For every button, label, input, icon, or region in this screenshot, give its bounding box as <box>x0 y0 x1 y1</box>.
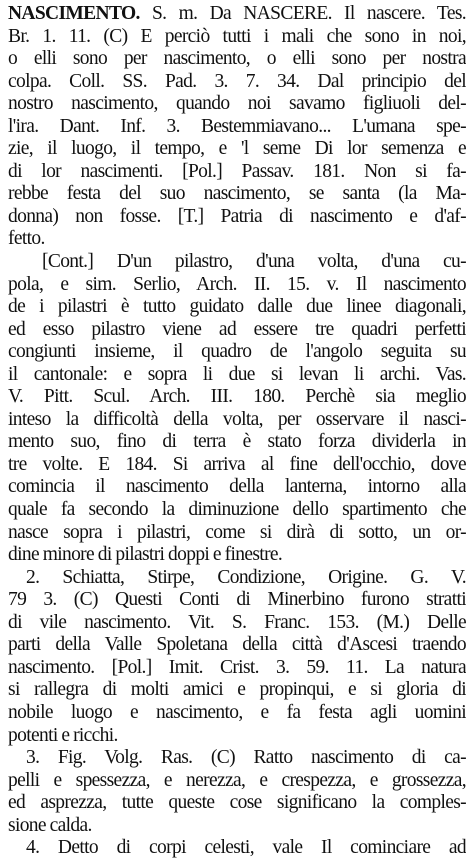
text-line: parti della Valle Spoletana della città d'Ascesi traendo <box>8 634 466 656</box>
text-line: nascimento. [Pol.] Imit. Crist. 3. 59. 11. La natura <box>8 656 466 678</box>
text-line: si rallegra di molti amici e propinqui, e si gloria di <box>8 679 466 701</box>
headword: NASCIMENTO. <box>8 3 140 24</box>
text-line: [Cont.] D'un pilastro, d'una volta, d'una cu- <box>42 251 466 273</box>
text-line: zie, il luogo, il tempo, e 'l seme Di lor semenza e <box>8 138 466 160</box>
dictionary-entry <box>8 3 466 860</box>
text-line: fetto. <box>8 228 45 250</box>
text-line: l'ira. Dant. Inf. 3. Bestemmiavano... L'umana spe- <box>8 115 466 137</box>
paragraph-cont <box>8 251 466 567</box>
text-line: quale fa secondo la diminuzione dello spartimento che <box>8 499 466 521</box>
text-line: colpa. Coll. SS. Pad. 3. 7. 34. Dal principio del <box>8 70 466 92</box>
text-line: pelli e spessezza, e nerezza, e crespezza, e grossezza, <box>8 769 466 791</box>
text-line: comincia il nascimento della lanterna, intorno alla <box>8 476 466 498</box>
text-line: 79 3. (C) Questi Conti di Minerbino furono stratti <box>8 589 466 611</box>
text-line: mento suo, fino di terra è stato forza dividerla in <box>8 431 466 453</box>
text-line: nasce sopra i pilastri, come si dirà di sotto, un or- <box>8 521 466 543</box>
text-line: de i pilastri è tutto guidato dalle due linee diagonali, <box>8 296 466 318</box>
text-line: potenti e ricchi. <box>8 724 118 746</box>
text-line: ed esso pilastro viene ad essere tre quadri perfetti <box>8 318 466 340</box>
headword-definition: S. m. Da NASCERE. Il nascere. Tes. <box>151 3 466 24</box>
text-line: sione calda. <box>8 814 92 836</box>
text-line: 3. Fig. Volg. Ras. (C) Ratto nascimento di ca- <box>26 747 466 769</box>
paragraph-sense-4 <box>8 837 466 860</box>
text-line: nobile luogo e nascimento, e fa festa agli uomini <box>8 701 466 723</box>
text-line: pola, e sim. Serlio, Arch. II. 15. v. Il nascimento <box>8 273 466 295</box>
text-line: Br. 1. 11. (C) E perciò tutti i mali che sono in noi, <box>8 25 466 47</box>
text-line: V. Pitt. Scul. Arch. III. 180. Perchè sia meglio <box>8 386 466 408</box>
paragraph-main <box>8 3 466 251</box>
text-line: rebbe festa del suo nascimento, se santa (la Ma- <box>8 183 466 205</box>
text-line: di vile nascimento. Vit. S. Franc. 153. (M.) Delle <box>8 611 466 633</box>
text-line: nostro nascimento, quando noi savamo figliuoli del- <box>8 93 466 115</box>
text-line: congiunti insieme, il quadro de l'angolo seguita su <box>8 341 466 363</box>
text-line: 4. Detto di corpi celesti, vale Il cominciare ad <box>26 837 466 859</box>
text-line: ed asprezza, tutte queste cose significano la comples- <box>8 792 466 814</box>
text-line: o elli sono per nascimento, o elli sono per nostra <box>8 48 466 70</box>
text-line: dine minore di pilastri doppi e finestre. <box>8 544 283 566</box>
text-line: il cantonale: e sopra li due si levan li archi. Vas. <box>8 363 466 385</box>
text-line: di lor nascimenti. [Pol.] Passav. 181. Non si fa- <box>8 160 466 182</box>
text-line: 2. Schiatta, Stirpe, Condizione, Origine. G. V. <box>26 566 466 588</box>
text-line: tre volte. E 184. Si arriva al fine dell'occhio, dove <box>8 453 466 475</box>
paragraph-sense-3 <box>8 747 466 837</box>
text-line <box>8 3 466 26</box>
paragraph-sense-2 <box>8 567 466 747</box>
text-line: donna) non fosse. [T.] Patria di nascimento e d'af- <box>8 205 466 227</box>
text-line: inteso la difficoltà della volta, per osservare il nasci- <box>8 408 466 430</box>
